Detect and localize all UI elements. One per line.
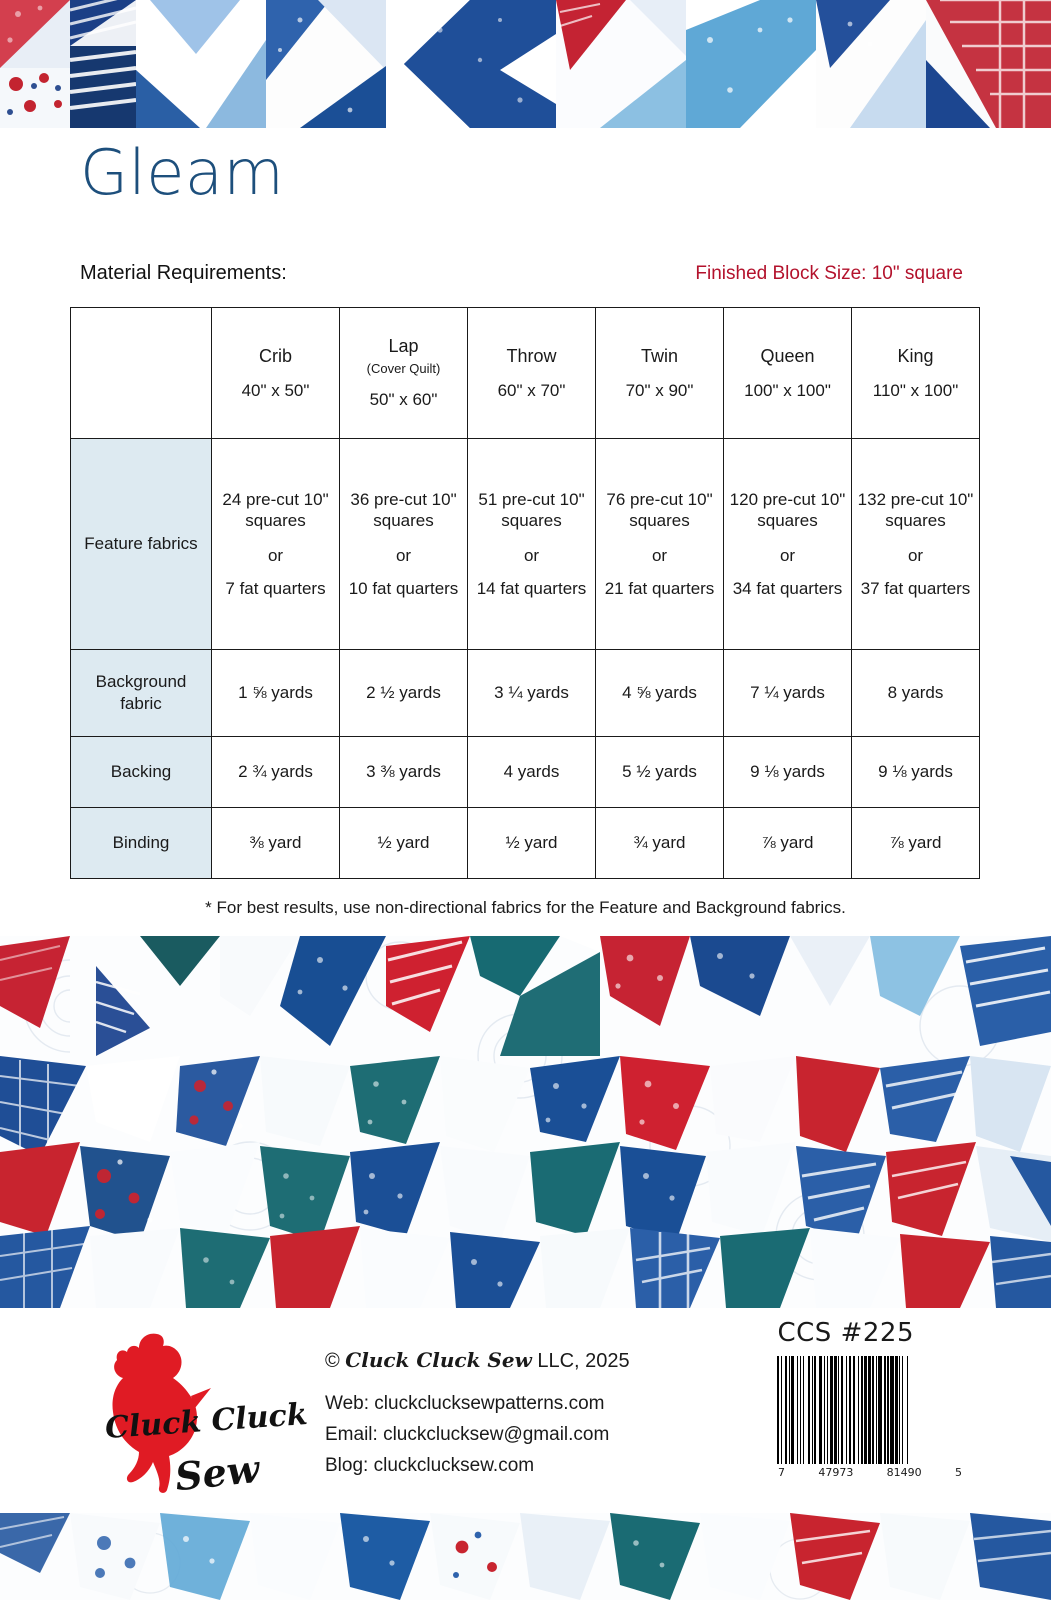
quilt-pattern-bottom-svg bbox=[0, 1513, 1051, 1600]
quilt-pattern-top-svg bbox=[0, 0, 1051, 128]
column-dims: 50" x 60" bbox=[369, 390, 438, 410]
cell-fat-quarters: 7 fat quarters bbox=[225, 578, 326, 598]
table-row-backing bbox=[71, 737, 980, 808]
barcode-digit-3: 5 bbox=[954, 1466, 962, 1479]
cell-background-lap: 2 ½ yards bbox=[340, 650, 468, 737]
column-header-crib bbox=[212, 308, 340, 439]
cluck-cluck-sew-logo bbox=[85, 1318, 325, 1503]
cell-backing-queen: 9 ⅛ yards bbox=[724, 737, 852, 808]
quilt-photo-bottom bbox=[0, 1513, 1051, 1600]
cell-background-king: 8 yards bbox=[852, 650, 980, 737]
footnote: * For best results, use non-directional fabrics for the Feature and Background fabrics. bbox=[205, 898, 846, 917]
cell-squares: 132 pre-cut 10" squares bbox=[857, 489, 974, 531]
quilt-photo-top bbox=[0, 0, 1051, 128]
table-row-binding bbox=[71, 808, 980, 879]
column-name: King bbox=[897, 345, 934, 366]
table-body bbox=[71, 439, 980, 879]
row-label-backing: Backing bbox=[71, 737, 212, 808]
cell-or: or bbox=[651, 546, 668, 565]
column-name: Lap bbox=[388, 335, 419, 356]
copyright-suffix: LLC, 2025 bbox=[531, 1350, 630, 1372]
footer bbox=[0, 1308, 1051, 1513]
blog-value[interactable]: cluckclucksew.com bbox=[373, 1454, 535, 1476]
cell-feature-king bbox=[852, 439, 980, 650]
cell-binding-throw: ½ yard bbox=[468, 808, 596, 879]
brand-name: Cluck Cluck Sew bbox=[345, 1348, 532, 1372]
column-header-throw bbox=[468, 308, 596, 439]
row-label-binding: Binding bbox=[71, 808, 212, 879]
copyright-symbol: © bbox=[325, 1350, 346, 1372]
cell-backing-king: 9 ⅛ yards bbox=[852, 737, 980, 808]
table-header-row bbox=[71, 308, 980, 439]
email-label: Email: bbox=[325, 1424, 384, 1446]
row-label-feature-fabrics: Feature fabrics bbox=[71, 439, 212, 650]
cell-background-queen: 7 ¼ yards bbox=[724, 650, 852, 737]
column-dims: 70" x 90" bbox=[625, 380, 694, 400]
cell-feature-throw bbox=[468, 439, 596, 650]
material-requirements-table bbox=[70, 307, 980, 879]
cell-binding-crib: ⅜ yard bbox=[212, 808, 340, 879]
barcode bbox=[777, 1356, 963, 1479]
contact-block bbox=[325, 1344, 630, 1482]
cell-or: or bbox=[267, 546, 284, 565]
column-sub: (Cover Quilt) bbox=[366, 360, 441, 376]
cell-or: or bbox=[779, 546, 796, 565]
barcode-digits bbox=[777, 1466, 963, 1479]
cell-squares: 51 pre-cut 10" squares bbox=[478, 489, 585, 531]
material-requirements-label: Material Requirements: bbox=[80, 262, 287, 284]
row-label-background-fabric: Background fabric bbox=[71, 650, 212, 737]
column-dims: 40" x 50" bbox=[241, 380, 310, 400]
cell-or: or bbox=[907, 546, 924, 565]
copyright-line bbox=[325, 1344, 630, 1377]
barcode-digit-0: 7 bbox=[778, 1466, 785, 1479]
cell-fat-quarters: 10 fat quarters bbox=[348, 578, 459, 598]
cell-feature-twin bbox=[596, 439, 724, 650]
column-name: Twin bbox=[640, 345, 678, 366]
quilt-photo-main bbox=[0, 936, 1051, 1308]
column-header-king bbox=[852, 308, 980, 439]
barcode-bars bbox=[777, 1356, 963, 1464]
column-name: Throw bbox=[506, 345, 557, 366]
cell-or: or bbox=[523, 546, 540, 565]
cell-background-twin: 4 ⅝ yards bbox=[596, 650, 724, 737]
cell-feature-queen bbox=[724, 439, 852, 650]
cell-backing-twin: 5 ½ yards bbox=[596, 737, 724, 808]
cell-squares: 76 pre-cut 10" squares bbox=[606, 489, 713, 531]
column-header-queen bbox=[724, 308, 852, 439]
blog-label: Blog: bbox=[325, 1454, 374, 1476]
cell-background-throw: 3 ¼ yards bbox=[468, 650, 596, 737]
column-dims: 100" x 100" bbox=[744, 380, 831, 400]
cell-fat-quarters: 34 fat quarters bbox=[732, 578, 843, 598]
column-dims: 60" x 70" bbox=[497, 380, 566, 400]
email-value[interactable]: cluckclucksew@gmail.com bbox=[383, 1424, 610, 1446]
website-line bbox=[325, 1389, 630, 1420]
logo-line-1: Cluck Cluck bbox=[104, 1396, 309, 1447]
cell-binding-twin: ¾ yard bbox=[596, 808, 724, 879]
cell-feature-crib bbox=[212, 439, 340, 650]
cell-squares: 24 pre-cut 10" squares bbox=[222, 489, 329, 531]
table-row-background-fabric bbox=[71, 650, 980, 737]
cell-background-crib: 1 ⅝ yards bbox=[212, 650, 340, 737]
table-row-feature-fabrics bbox=[71, 439, 980, 650]
cell-feature-lap bbox=[340, 439, 468, 650]
cell-binding-king: ⅞ yard bbox=[852, 808, 980, 879]
email-line bbox=[325, 1420, 630, 1451]
barcode-digit-2: 81490 bbox=[886, 1466, 922, 1479]
cell-or: or bbox=[395, 546, 412, 565]
cell-fat-quarters: 37 fat quarters bbox=[860, 578, 971, 598]
pattern-number: CCS #225 bbox=[777, 1318, 914, 1348]
cell-backing-crib: 2 ¾ yards bbox=[212, 737, 340, 808]
website-label: Web: bbox=[325, 1393, 375, 1415]
column-dims: 110" x 100" bbox=[872, 380, 959, 400]
cell-backing-throw: 4 yards bbox=[468, 737, 596, 808]
column-name: Crib bbox=[258, 345, 292, 366]
finished-block-size: Finished Block Size: 10" square bbox=[695, 263, 963, 284]
table-corner-cell bbox=[71, 308, 212, 439]
logo-line-2: Sew bbox=[172, 1445, 262, 1500]
cell-binding-lap: ½ yard bbox=[340, 808, 468, 879]
quilt-pattern-main-svg bbox=[0, 936, 1051, 1308]
cell-squares: 120 pre-cut 10" squares bbox=[729, 489, 846, 531]
cell-fat-quarters: 14 fat quarters bbox=[476, 578, 587, 598]
table-header bbox=[71, 308, 980, 439]
column-header-lap bbox=[340, 308, 468, 439]
barcode-digit-1: 47973 bbox=[818, 1466, 854, 1479]
column-name: Queen bbox=[760, 345, 815, 366]
column-header-twin bbox=[596, 308, 724, 439]
cell-backing-lap: 3 ⅜ yards bbox=[340, 737, 468, 808]
cell-binding-queen: ⅞ yard bbox=[724, 808, 852, 879]
website-value[interactable]: cluckclucksewpatterns.com bbox=[374, 1393, 605, 1415]
page-title: Gleam bbox=[80, 136, 285, 209]
cell-squares: 36 pre-cut 10" squares bbox=[350, 489, 457, 531]
blog-line bbox=[325, 1451, 630, 1482]
cell-fat-quarters: 21 fat quarters bbox=[604, 578, 715, 598]
